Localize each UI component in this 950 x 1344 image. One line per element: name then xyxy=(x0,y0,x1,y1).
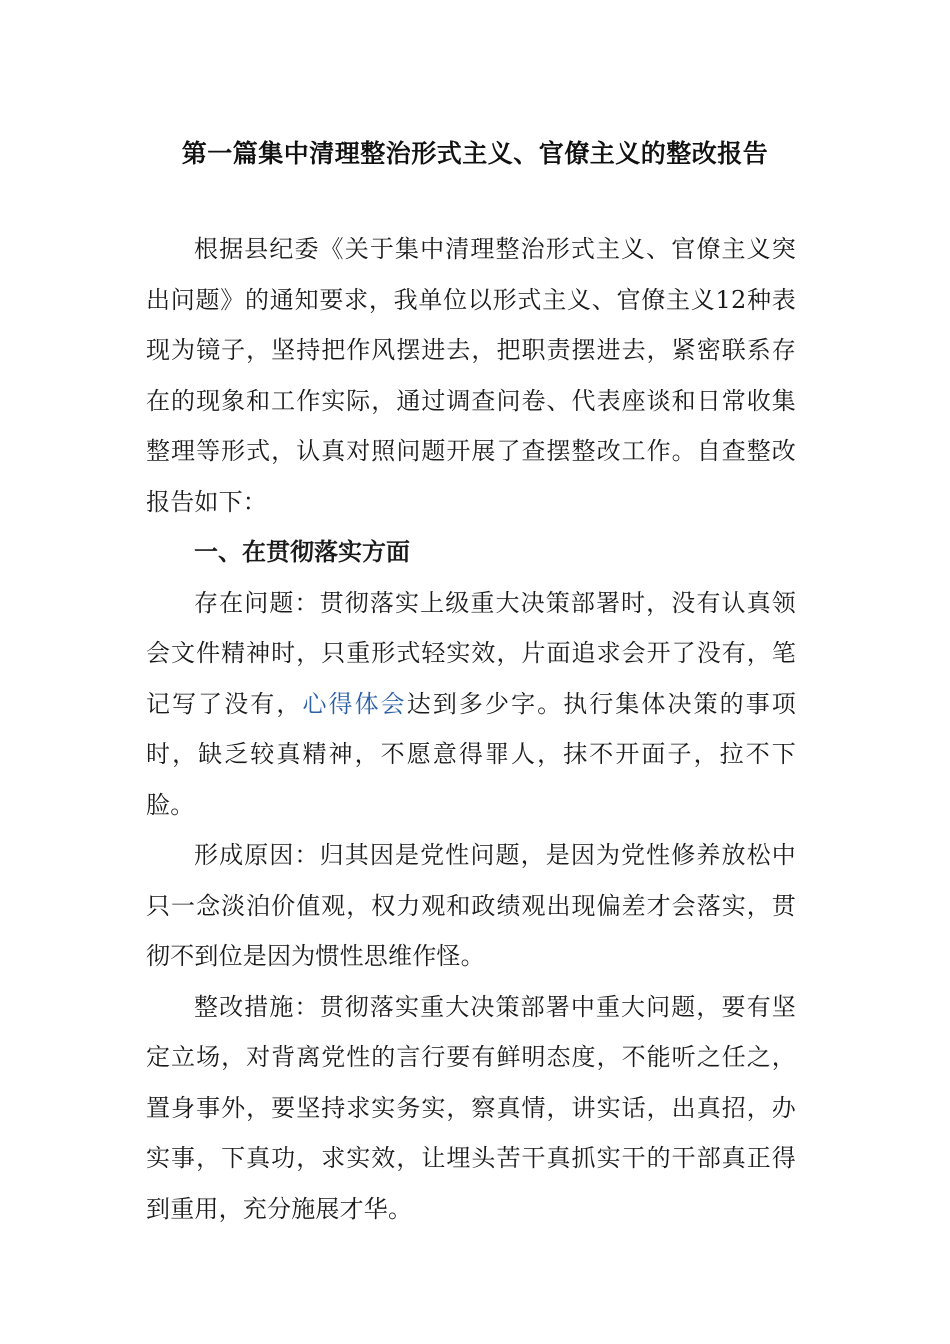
experience-link[interactable]: 心得体会 xyxy=(302,689,407,718)
problem-paragraph xyxy=(146,578,796,831)
measures-paragraph: 整改措施：贯彻落实重大决策部署中重大问题，要有坚定立场，对背离党性的言行要有鲜明态度，不能听之任之，置身事外，要坚持求实务实，察真情，讲实话，出真招，办实事，下真功，求实效，让埋头苦干真抓实干的干部真正得到重用，充分施展才华。 xyxy=(146,992,796,1223)
cause-paragraph: 形成原因：归其因是党性问题，是因为党性修养放松中只一念淡泊价值观，权力观和政绩观出现偏差才会落实，贯彻不到位是因为惯性思维作怪。 xyxy=(146,841,796,970)
problem-text-end: 达到多少字。执行集体决策的事项时，缺乏较真精神，不愿意得罪人，抹不开面子，拉不下脸。 xyxy=(146,689,797,819)
document-body xyxy=(146,224,796,1234)
document-title: 第一篇集中清理整治形式主义、官僚主义的整改报告 xyxy=(181,139,769,168)
problem-text-start: 存在问题：贯彻落实上级重大决策部署时，没有认真领会文件精神时，只重形式轻实效，片面追求会开了没有，笔记写了没有， xyxy=(146,588,796,718)
intro-paragraph: 根据县纪委《关于集中清理整治形式主义、官僚主义突出问题》的通知要求，我单位以形式主义、官僚主义12种表现为镜子，坚持把作风摆进去，把职责摆进去，紧密联系存在的现象和工作实际，通过调查问卷、代表座谈和日常收集整理等形式，认真对照问题开展了查摆整改工作。自查整改报告如下： xyxy=(146,235,796,516)
section-heading-implementation: 一、在贯彻落实方面 xyxy=(194,538,410,566)
